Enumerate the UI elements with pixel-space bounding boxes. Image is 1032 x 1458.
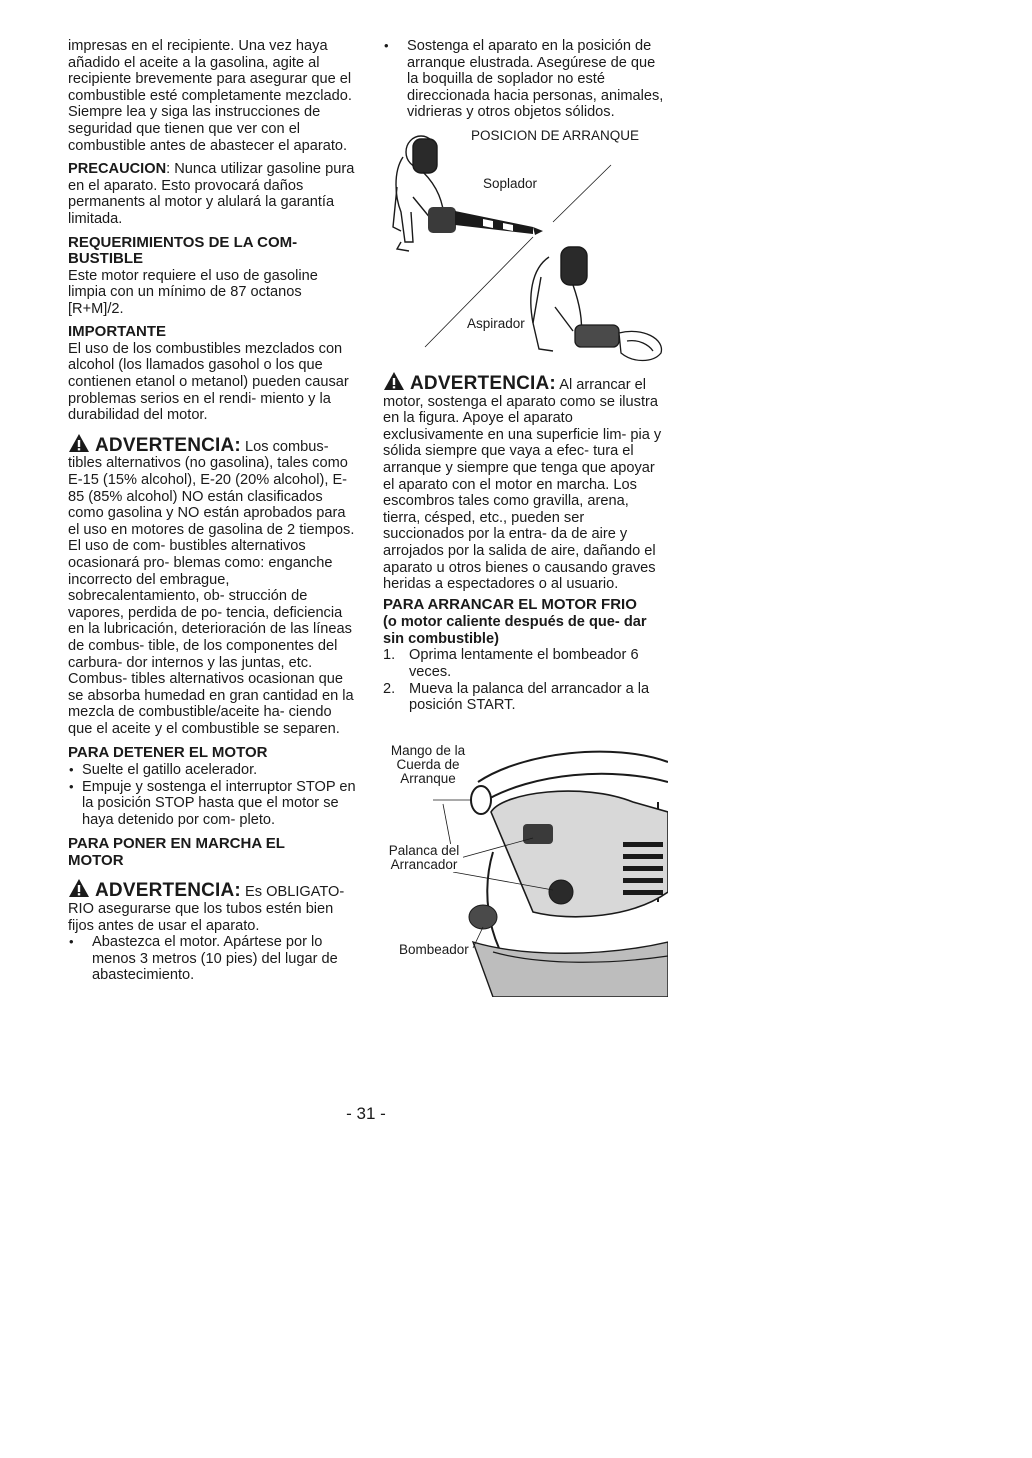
starting-position-figure (383, 127, 668, 367)
list-item: • Abastezca el motor. Apártese por lo menos 3 metros (10 pies) del lugar de abastecimiento. (68, 934, 358, 984)
warning-text: Es OBLIGATO- RIO asegurarse que los tubos estén bien fijos antes de usar el aparato. (68, 884, 345, 934)
stop-engine-heading: PARA DETENER EL MOTOR (68, 744, 268, 762)
starter-lever-label: Palanca del Arrancador (385, 844, 463, 872)
fuel-mix-paragraph: impresas en el recipiente. Una vez haya añadido el aceite a la gasolina, agite al recipiente brevemente para asegurar que el combustible esté completamente mezclado. Siempre lea y siga las instrucciones de seguridad que tienen que ver con el combustible antes de abastecer el aparato. (68, 38, 352, 154)
starting-position-list (383, 38, 668, 121)
warning-text: Los combus- tibles alternativos (no gasolina), tales como E-15 (15% alcohol), E-20 (20% alcohol), E-85 (85% alcohol) NO están clasificados como gasolina y NO están aprobados para el uso en motores de gasolina de 2 tiempos. El uso de com- bustibles alternativos ocasionará pro- blemas como: enganche incorrecto del embrague, sobrecalentamiento, ob- strucción de vapores, perdida de po- tencia, deficiencia en la lubricación, deterioración de las líneas de combus- tible, de los componentes del carbura- dor internos y las juntas, etc. Combus- tibles alternativos ocasionan que se absorba humedad en gran cantidad en la mezcla de combustible/aceite ha- ciendo que el aceite y el combustible se separen. (68, 438, 355, 737)
starter-handle-label: Mango de la Cuerda de Arranque (383, 744, 473, 786)
warning-triangle-icon (68, 433, 90, 453)
warning-title: ADVERTENCIA: (95, 434, 241, 456)
right-column (383, 38, 668, 997)
cold-start-steps (383, 647, 668, 713)
blower-label: Soplador (483, 175, 538, 191)
precaution-paragraph (68, 161, 358, 227)
cold-start-heading: PARA ARRANCAR EL MOTOR FRIO (383, 595, 637, 613)
warning-title: ADVERTENCIA: (410, 372, 556, 394)
figure-title: POSICION DE ARRANQUE (471, 127, 640, 143)
page-number (0, 1104, 1032, 1124)
left-column (68, 38, 358, 984)
warning-text: Al arrancar el motor, sostenga el aparato como se ilustra en la figura. Apoye el aparato exclusivamente en una superficie lim- pia y sólida siempre que vaya a efec- tura el arranque y siempre que tenga que apoyar el aparato con el motor en marcha. Los escombros tales como gravilla, arena, tierra, césped, etc., pueden ser succionados por la entra- da de aire y arrojados por la salida de aire, dañando el aparato u otros bienes o causando graves heridas a espectadores o al usuario. (383, 376, 662, 593)
vacuum-label: Aspirador (467, 315, 525, 331)
step-number: 1. (383, 647, 396, 664)
fuel-requirements-text: Este motor requiere el uso de gasoline limpia con un mínimo de 87 octanos [R+M]/2. (68, 267, 318, 317)
step-text: Mueva la palanca del arrancador a la posición START. (409, 680, 650, 714)
cold-start-subheading: (o motor caliente después de que- dar sin combustible) (383, 614, 647, 647)
precaution-label: PRECAUCION (68, 161, 167, 178)
page-number-text: - 31 - (346, 1104, 386, 1123)
important-heading: IMPORTANTE (68, 323, 167, 341)
start-engine-heading: PARA PONER EN MARCHA EL MOTOR (68, 835, 285, 869)
list-item (383, 681, 668, 714)
warning-triangle-icon (383, 371, 405, 391)
step-text: Oprima lentamente el bombeador 6 veces. (409, 647, 639, 680)
warning-triangle-icon (68, 878, 90, 898)
stop-engine-list (68, 762, 358, 828)
important-text: El uso de los combustibles mezclados con alcohol (los llamados gasohol o los que contienen etanol o metanol) pueden causar problemas serios en el rendi- miento y la durabilidad del motor. (68, 340, 349, 424)
list-item: • Empuje y sostenga el interruptor STOP en la posición STOP hasta que el motor se haya detenido por com- pleto. (68, 779, 358, 829)
list-item: • Suelte el gatillo acelerador. (68, 762, 358, 779)
fuel-requirements-heading: REQUERIMIENTOS DE LA COM- BUSTIBLE (68, 233, 298, 268)
step-number: 2. (383, 680, 396, 697)
primer-label: Bombeador (399, 941, 469, 957)
warning-tubes (68, 878, 358, 934)
warning-starting (383, 371, 668, 593)
engine-controls-figure (383, 742, 668, 997)
warning-alternative-fuels (68, 433, 358, 738)
start-engine-list (68, 934, 358, 984)
precaution-text: : Nunca utilizar gasoline pura en el aparato. Esto provocará daños permanents al motor y alulará la garantía limitada. (68, 161, 355, 227)
starting-position-illustration (383, 127, 668, 367)
list-item (383, 647, 668, 680)
list-item: • Sostenga el aparato en la posición de arranque elustrada. Asegúrese de que la boquilla de soplador no esté direccionada hacia personas, animales, vidrieras y otros objetos sólidos. (383, 38, 668, 121)
warning-title: ADVERTENCIA: (95, 880, 241, 902)
